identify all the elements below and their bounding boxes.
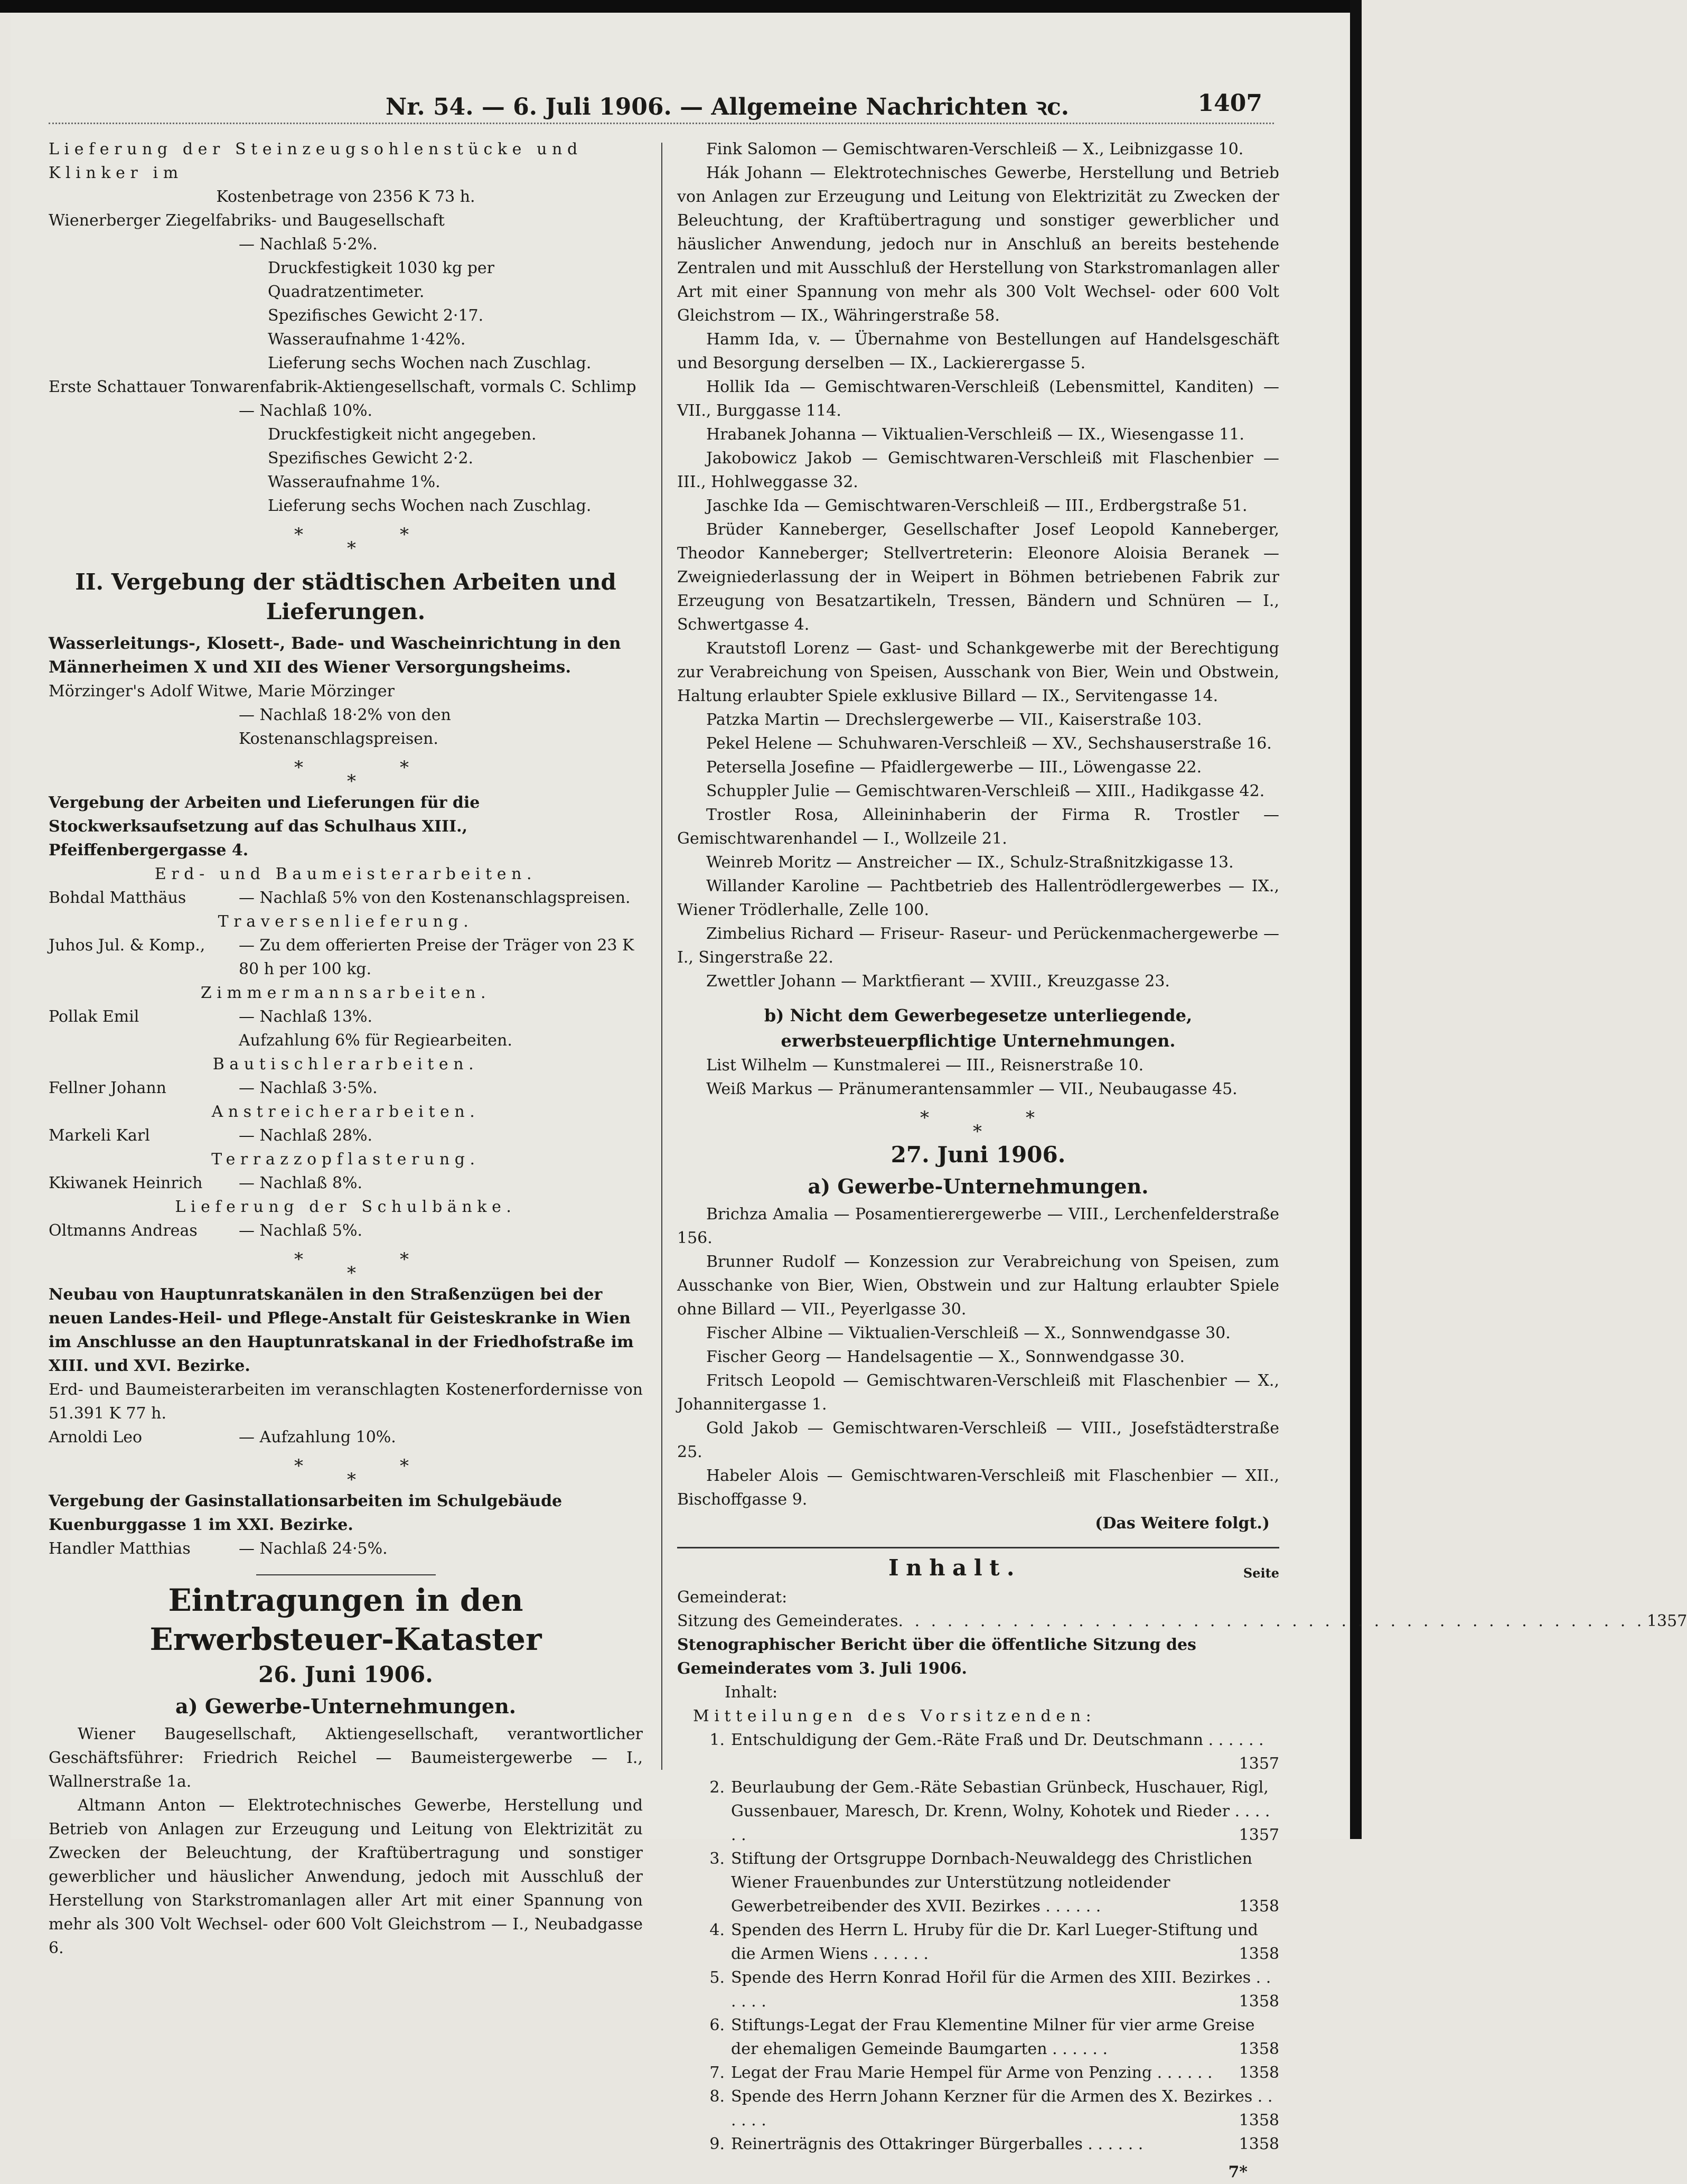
right-column (677, 137, 1687, 2181)
asterism: * * * (294, 757, 409, 792)
register-entry: Brüder Kanneberger, Gesellschafter Josef Leopold Kanneberger, Theodor Kanneberger; Stellvertreterin: Eleonore Aloisia Beranek — Zweigniederlassung der in Weipert in Böhmen betriebenen Fabrik zur Erzeugung von Besatzartikeln, Tressen, Bändern und Schnüren — I., Schwertgasse 4. (677, 520, 1279, 634)
register-entry: Hollik Ida — Gemischtwaren-Verschleiß (Lebensmittel, Kanditen) — VII., Burggasse 114. (677, 378, 1279, 420)
toc-rule (677, 1547, 1279, 1548)
wasser-title: Wasserleitungs-, Klosett-, Bade- und Wascheinrichtung in den Männerheimen X und XII des Wiener Versorgungsheims. (49, 634, 621, 677)
toc-mitteilungen: Mitteilungen des Vorsitzenden: (693, 1707, 1096, 1725)
stock-zimm: Zimmermannsarbeiten. (200, 984, 491, 1002)
toc-items (677, 1728, 1279, 2156)
toc-item (677, 1728, 1279, 1776)
bidder-name: Kkiwanek Heinrich (49, 1174, 203, 1192)
award-row (49, 1219, 643, 1243)
toc-item-number: 4. (709, 1921, 725, 1939)
neubau-subtitle: Erd- und Baumeisterarbeiten im veranschlagten Kostenerfordernisse von 51.391 K 77 h. (49, 1380, 643, 1423)
toc-page: 1357 (1239, 1754, 1279, 1773)
toc-page: 1358 (1239, 2064, 1279, 2082)
toc-page: 1357 (1239, 1826, 1279, 1844)
column-divider (661, 143, 662, 1770)
toc-page: 1358 (1239, 2040, 1279, 2058)
award-row (49, 934, 643, 981)
toc-item-number: 6. (709, 2016, 725, 2034)
b-heading: b) Nicht dem Gewerbegesetze unterliegende, erwerbsteuerpflichtige Unternehmungen. (764, 1005, 1193, 1051)
register-entry: Fritsch Leopold — Gemischtwaren-Verschleiß mit Flaschenbier — X., Johannitergasse 1. (677, 1371, 1279, 1414)
firm2-line2: Druckfestigkeit nicht angegeben. (268, 425, 537, 444)
award-row (49, 1537, 643, 1561)
toc-item-number: 5. (709, 1968, 725, 1987)
leader-dots: . . . . . . (1157, 2064, 1213, 2082)
leader-dots: . . . . . . . . . . . . . . . . . . . . . . . . . . . . . . . . . . . . . . . . . . . . . . (898, 1612, 1645, 1630)
leader-dots: . . . . . . (1052, 2040, 1108, 2058)
date-26-juni: 26. Juni 1906. (258, 1662, 433, 1687)
leader-dots: . . . . . . (1088, 2135, 1144, 2153)
page-header (386, 90, 1262, 122)
toc-row-sitzung (677, 1609, 1687, 1633)
firm1-line1: — Nachlaß 5·2%. (239, 235, 378, 254)
register-entry: Petersella Josefine — Pfaidlergewerbe — III., Löwengasse 22. (706, 758, 1202, 777)
bid-terms: — Nachlaß 8%. (239, 1174, 362, 1192)
bid-terms: — Nachlaß 24·5%. (239, 1539, 388, 1558)
entries-list-27-juni (677, 1202, 1279, 1511)
asterism: * * * (294, 524, 409, 559)
leader-dots: . . . . . . (873, 1945, 929, 1963)
award-row (49, 1171, 643, 1195)
toc-item-text: Spende des Herrn Johann Kerzner für die Armen des X. Bezirkes (731, 2087, 1258, 2106)
register-entry: Hamm Ida, v. — Übernahme von Bestellungen auf Handelsgeschäft und Besorgung derselben — IX., Lackierergasse 5. (677, 330, 1279, 372)
firm2-line4: Wasseraufnahme 1%. (268, 473, 441, 491)
bidder-name: Markeli Karl (49, 1126, 150, 1145)
toc-item (677, 2132, 1279, 2156)
register-entry: Willander Karoline — Pachtbetrieb des Hallentrödlergewerbes — IX., Wiener Trödlerhalle, Zelle 100. (677, 877, 1279, 919)
award-row (49, 1124, 643, 1147)
leader-dots: . . . . . . (731, 1802, 1270, 1844)
gewerbe-heading-1: a) Gewerbe-Unternehmungen. (175, 1694, 516, 1718)
toc-item-text: Entschuldigung der Gem.-Räte Fraß und Dr. Deutschmann (731, 1731, 1208, 1749)
bidder-name: Fellner Johann (49, 1079, 167, 1097)
toc-item-number: 3. (709, 1850, 725, 1868)
register-entry: Trostler Rosa, Alleininhaberin der Firma R. Trostler — Gemischtwarenhandel — I., Wollzeile 21. (677, 806, 1279, 848)
left-column (49, 137, 643, 1957)
toc-page: 1357 (1646, 1612, 1687, 1630)
stock-title: Vergebung der Arbeiten und Lieferungen für die Stockwerksaufsetzung auf das Schulhaus XIII., Pfeiffenbergergasse 4. (49, 794, 480, 860)
toc-item-number: 9. (709, 2135, 725, 2153)
register-entry: List Wilhelm — Kunstmalerei — III., Reisnerstraße 10. (706, 1056, 1144, 1075)
toc-item-body (731, 1847, 1279, 1918)
neubau-title: Neubau von Hauptunratskanälen in den Straßenzügen bei der neuen Landes-Heil- und Pflege-Anstalt für Geisteskranke in Wien im Anschlusse an den Hauptunratskanal in der Friedhofstraße im XIII. und XVI. Bezirke. (49, 1285, 634, 1375)
intro-title-cont: Kostenbetrage von 2356 K 73 h. (216, 188, 475, 206)
toc-page: 1358 (1239, 1897, 1279, 1916)
header-title: Nr. 54. — 6. Juli 1906. — Allgemeine Nachrichten ꝛc. (386, 94, 1070, 120)
bid-terms: — Zu dem offerierten Preise der Träger von 23 K 80 h per 100 kg. (239, 936, 634, 978)
toc-steno: Stenographischer Bericht über die öffentliche Sitzung des Gemeinderates vom 3. Juli 1906. (677, 1636, 1196, 1678)
register-entry: Fischer Albine — Viktualien-Verschleiß — X., Sonnwendgasse 30. (706, 1324, 1231, 1342)
register-entry: Hák Johann — Elektrotechnisches Gewerbe, Herstellung und Betrieb von Anlagen zur Erzeugung und Leitung von Elektrizität zu Zwecken der Beleuchtung, der Kraftübertragung und sonstiger gewerblicher und häuslicher Anwendung, jedoch nur in Anschluß an bereits bestehende Zentralen und mit Ausschluß der Herstellung von Starkstromanlagen aller Art mit einer Spannung von mehr als 300 Volt Wechsel- oder 600 Volt Gleichstrom — IX., Währingerstraße 58. (677, 164, 1279, 325)
toc-page: 1358 (1239, 2135, 1279, 2153)
scan-border-top (0, 0, 1362, 13)
award-row (49, 1425, 643, 1449)
stock-trav: Traversenlieferung. (218, 912, 474, 931)
register-entry: Brunner Rudolf — Konzession zur Verabreichung von Speisen, zum Ausschanke von Bier, Wien, Obstwein und zur Haltung erlaubter Spiele ohne Billard — VII., Peyerlgasse 30. (677, 1253, 1279, 1319)
toc-seite-label: Seite (1243, 1565, 1279, 1581)
wasser-value: — Nachlaß 18·2% von den Kostenanschlagspreisen. (239, 706, 451, 748)
toc-item-body (731, 2061, 1279, 2085)
entry-baugesellschaft: Wiener Baugesellschaft, Aktiengesellschaft, verantwortlicher Geschäftsführer: Friedrich Reichel — Baumeistergewerbe — I., Wallnerstraße 1a. (49, 1725, 643, 1791)
bid-terms: — Nachlaß 5%. (239, 1221, 362, 1240)
toc-header (677, 1556, 1279, 1585)
toc-item-number: 2. (709, 1778, 725, 1797)
toc-item-body (731, 1918, 1279, 1966)
firm-wienerberger: Wienerberger Ziegelfabriks- und Baugesellschaft (49, 211, 445, 230)
asterism: * * * (920, 1107, 1035, 1142)
page-number: 1407 (1197, 90, 1262, 117)
bid-terms: — Nachlaß 13%. (239, 1007, 373, 1026)
toc-entry-text: Sitzung des Gemeinderates (677, 1612, 898, 1630)
firm1-line2: Druckfestigkeit 1030 kg per Quadratzentimeter. (268, 259, 495, 301)
gas-title: Vergebung der Gasinstallationsarbeiten im Schulgebäude Kuenburggasse 1 im XXI. Bezirke. (49, 1492, 563, 1534)
toc-item-body (731, 1966, 1279, 2013)
award-row (49, 886, 643, 910)
register-entry: Krautstofl Lorenz — Gast- und Schankgewerbe mit der Berechtigung zur Verabreichung von Speisen, Ausschank von Bier, Wein und Obstwein, Haltung erlaubter Spiele exklusive Billard — IX., Servitengasse 14. (677, 639, 1279, 705)
bid-terms: — Nachlaß 3·5%. (239, 1079, 378, 1097)
register-entry: Zwettler Johann — Marktfierant — XVIII., Kreuzgasse 23. (706, 972, 1170, 991)
toc-item-text: Spende des Herrn Konrad Hořil für die Armen des XIII. Bezirkes (731, 1968, 1256, 1987)
toc-item (677, 2085, 1279, 2132)
toc-item (677, 1918, 1279, 1966)
kataster-title: Eintragungen in den Erwerbsteuer-Kataster (149, 1582, 542, 1657)
leader-dots: . . . . . . (731, 2087, 1273, 2130)
scan-border-right (1350, 0, 1362, 1839)
date-27-juni: 27. Juni 1906. (891, 1142, 1066, 1168)
toc-item-body (731, 1728, 1279, 1776)
gewerbe-heading-2: a) Gewerbe-Unternehmungen. (808, 1174, 1149, 1198)
header-rule (49, 123, 1274, 124)
register-entry: Weinreb Moritz — Anstreicher — IX., Schulz-Straßnitzkigasse 13. (706, 853, 1234, 872)
section-2-title: II. Vergebung der städtischen Arbeiten und Lieferungen. (75, 569, 616, 624)
bidder-name: Juhos Jul. & Komp., (49, 936, 205, 955)
firm-schattauer: Erste Schattauer Tonwarenfabrik-Aktiengesellschaft, vormals C. Schlimp (49, 378, 636, 396)
register-entry: Patzka Martin — Drechslergewerbe — VII., Kaiserstraße 103. (706, 711, 1202, 729)
toc-inhalt: Inhalt: (725, 1683, 778, 1702)
toc-item-text: Stiftungs-Legat der Frau Klementine Milner für vier arme Greise der ehemaligen Gemeinde Baumgarten (731, 2016, 1255, 2058)
leader-dots: . . . . . . (1045, 1897, 1101, 1916)
toc-item (677, 1776, 1279, 1847)
toc-item-text: Spenden des Herrn L. Hruby für die Dr. Karl Lueger-Stiftung und die Armen Wiens (731, 1921, 1258, 1963)
award-row (49, 1076, 643, 1100)
toc-item-body (731, 2132, 1279, 2156)
firm1-line3: Spezifisches Gewicht 2·17. (268, 306, 484, 325)
toc-item (677, 2013, 1279, 2061)
toc-item-body (731, 2013, 1279, 2061)
toc-item-number: 1. (709, 1731, 725, 1749)
register-entry: Jaschke Ida — Gemischtwaren-Verschleiß — III., Erdbergstraße 51. (706, 497, 1248, 515)
stock-anst: Anstreicherarbeiten. (211, 1103, 480, 1121)
firm1-line4: Wasseraufnahme 1·42%. (268, 330, 466, 349)
bidder-name: Bohdal Matthäus (49, 889, 186, 907)
register-entry: Weiß Markus — Pränumerantensammler — VII., Neubaugasse 45. (706, 1080, 1238, 1098)
stock-erd: Erd- und Baumeisterarbeiten. (154, 865, 537, 883)
firm2-line3: Spezifisches Gewicht 2·2. (268, 449, 474, 468)
leader-dots: . . . . . . (731, 1968, 1271, 2011)
signature-mark: 7* (1228, 2163, 1248, 2181)
toc-item-body (731, 2085, 1279, 2132)
bidder-name: Oltmanns Andreas (49, 1221, 198, 1240)
toc-item (677, 1847, 1279, 1918)
toc-item-number: 7. (709, 2064, 725, 2082)
asterism: * * * (294, 1249, 409, 1284)
toc-item-text: Legat der Frau Marie Hempel für Arme von Penzing (731, 2064, 1157, 2082)
leader-dots: . . . . . . (1208, 1731, 1264, 1749)
firm1-line5: Lieferung sechs Wochen nach Zuschlag. (268, 354, 592, 372)
entry-altmann: Altmann Anton — Elektrotechnisches Gewerbe, Herstellung und Betrieb von Anlagen zur Erzeugung und Leitung von Elektrizität zu Zwecken der Beleuchtung, der Kraftübertragung und sonstiger gewerblicher und häuslicher Anwendung, jedoch mit Ausschluß der Herstellung von Starkstromanlagen aller Art mit einer Spannung von mehr als 300 Volt Wechsel- oder 600 Volt Gleichstrom — I., Neubadgasse 6. (49, 1796, 643, 1957)
continued-note: (Das Weitere folgt.) (1095, 1514, 1270, 1533)
wasser-firm: Mörzinger's Adolf Witwe, Marie Mörzinger (49, 682, 395, 701)
firm2-line1: — Nachlaß 10%. (239, 402, 373, 420)
toc-page: 1358 (1239, 2111, 1279, 2130)
toc-page: 1358 (1239, 1945, 1279, 1963)
register-entry: Gold Jakob — Gemischtwaren-Verschleiß — VIII., Josefstädterstraße 25. (677, 1419, 1279, 1461)
toc-item-text: Beurlaubung der Gem.-Räte Sebastian Grünbeck, Huschauer, Rigl, Gussenbauer, Maresch, Dr. Krenn, Wolny, Kohotek und Rieder (731, 1778, 1269, 1821)
register-entry: Schuppler Julie — Gemischtwaren-Verschleiß — XIII., Hadikgasse 42. (706, 782, 1265, 800)
bidder-name: Arnoldi Leo (49, 1428, 143, 1446)
register-entry: Fischer Georg — Handelsagentie — X., Sonnwendgasse 30. (706, 1348, 1185, 1366)
firm2-line5: Lieferung sechs Wochen nach Zuschlag. (268, 497, 592, 515)
register-entry: Zimbelius Richard — Friseur- Raseur- und Perückenmachergewerbe — I., Singerstraße 22. (677, 925, 1279, 967)
toc-item-body (731, 1776, 1279, 1847)
toc-gemeinderat: Gemeinderat: (677, 1588, 788, 1607)
toc-item (677, 2061, 1279, 2085)
register-entry: Jakobowicz Jakob — Gemischtwaren-Verschleiß mit Flaschenbier — III., Hohlweggasse 32. (677, 449, 1279, 491)
bid-terms: — Aufzahlung 10%. (239, 1428, 396, 1446)
toc-item-number: 8. (709, 2087, 725, 2106)
bidder-name: Handler Matthias (49, 1539, 191, 1558)
entries-list-b (677, 1053, 1279, 1101)
asterism: * * * (294, 1455, 409, 1490)
toc-title: Inhalt. (888, 1555, 1021, 1581)
stock-baut: Bautischlerarbeiten. (212, 1055, 479, 1074)
register-entry: Fink Salomon — Gemischtwaren-Verschleiß — X., Leibnizgasse 10. (706, 140, 1244, 158)
bidder-name: Pollak Emil (49, 1007, 139, 1026)
register-entry: Pekel Helene — Schuhwaren-Verschleiß — XV., Sechshauserstraße 16. (706, 734, 1272, 753)
award-row (49, 1005, 643, 1029)
bid-terms-cont: Aufzahlung 6% für Regiearbeiten. (239, 1031, 512, 1050)
stock-terr: Terrazzopflasterung. (211, 1150, 480, 1169)
register-entry: Brichza Amalia — Posamentierergewerbe — VIII., Lerchenfelderstraße 156. (677, 1205, 1279, 1247)
entries-list-26-juni (677, 137, 1279, 993)
toc-item-text: Stiftung der Ortsgruppe Dornbach-Neuwaldegg des Christlichen Wiener Frauenbundes zur Unterstützung notleidender Gewerbetreibender des XVII. Bezirkes (731, 1850, 1252, 1916)
register-entry: Hrabanek Johanna — Viktualien-Verschleiß — IX., Wiesengasse 11. (706, 425, 1244, 444)
stock-schul: Lieferung der Schulbänke. (175, 1198, 517, 1216)
section-rule (256, 1574, 436, 1575)
intro-title: Lieferung der Steinzeugsohlenstücke und Klinker im (49, 140, 583, 182)
register-entry: Habeler Alois — Gemischtwaren-Verschleiß mit Flaschenbier — XII., Bischoffgasse 9. (677, 1467, 1279, 1509)
toc-item-text: Reinerträgnis des Ottakringer Bürgerballes (731, 2135, 1088, 2153)
toc-item (677, 1966, 1279, 2013)
bid-terms: — Nachlaß 28%. (239, 1126, 373, 1145)
bid-terms: — Nachlaß 5% von den Kostenanschlagspreisen. (239, 889, 631, 907)
toc-page: 1358 (1239, 1992, 1279, 2011)
